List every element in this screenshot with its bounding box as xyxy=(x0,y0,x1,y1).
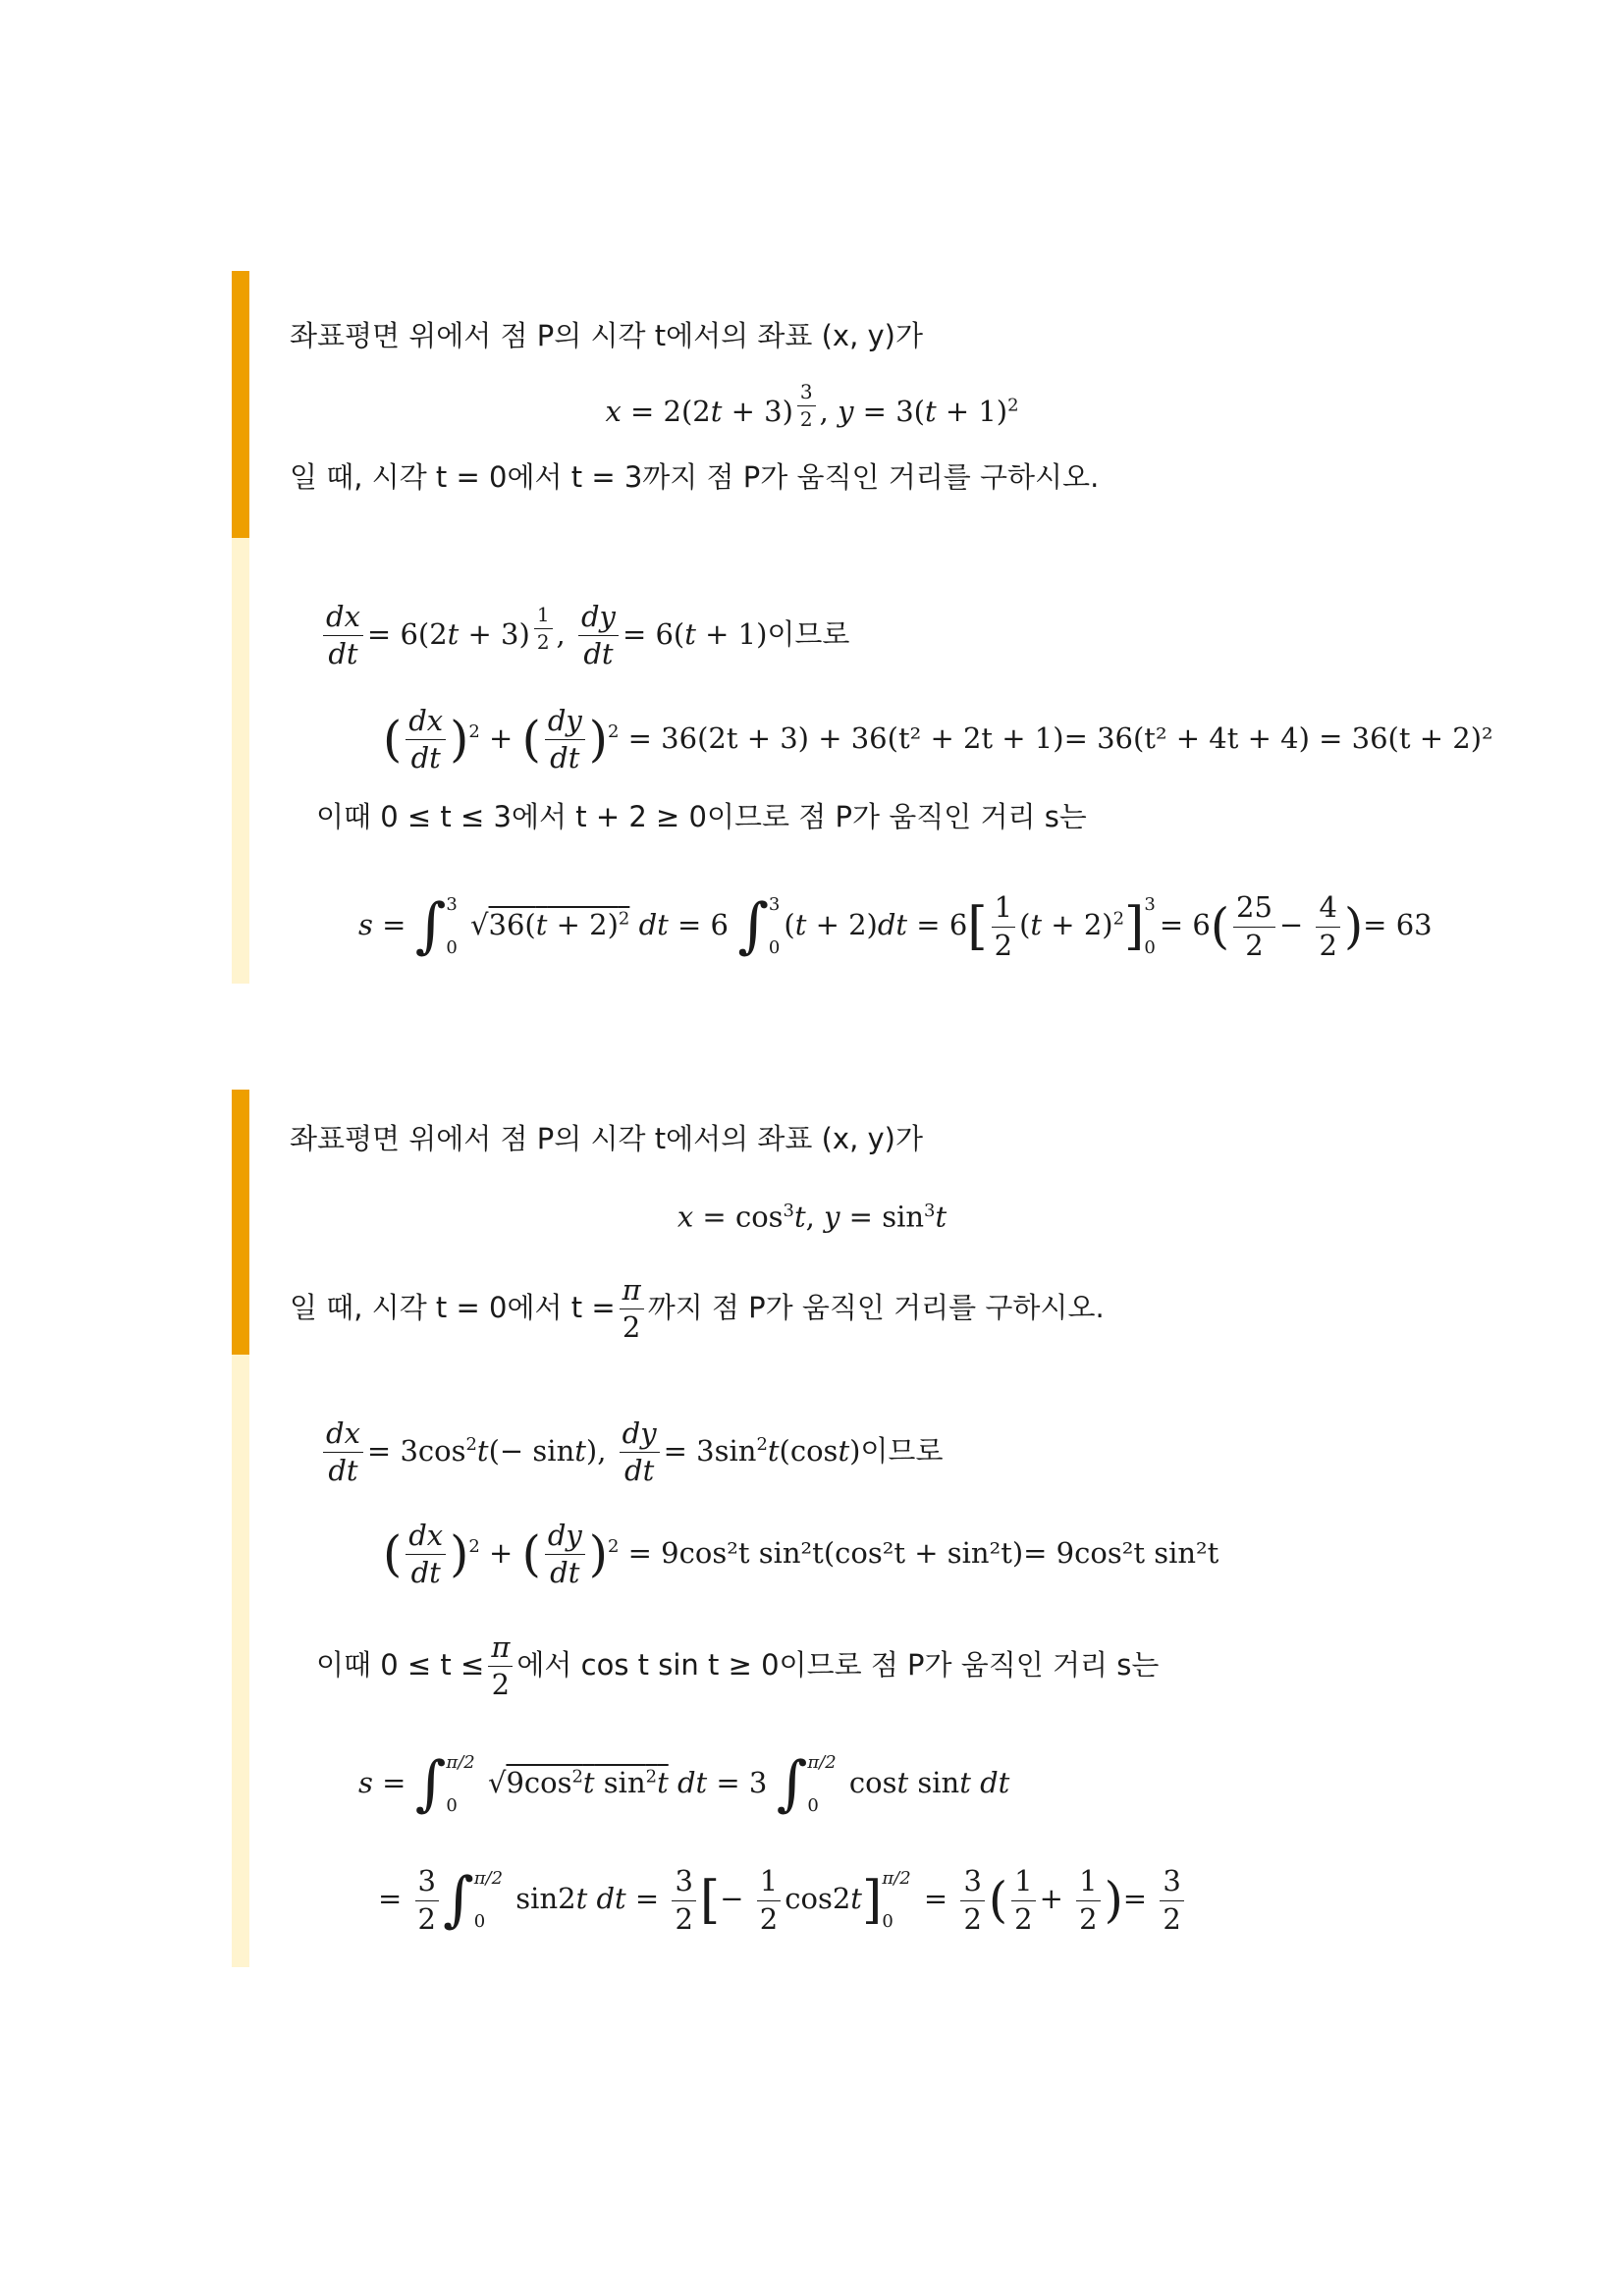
problem2-step3-pre: 이때 0 ≤ t ≤ xyxy=(316,1647,485,1682)
problem2-question-line3: 일 때, 시각 t = 0에서 t = $\frac{\pi}{2}$ 까지 점 P가 움직인 거리를 구하시오. xyxy=(290,1273,1105,1345)
problem1-equation: x = 2(2t + 3) $^{\frac{3}{2}}$ , $y = 3(t + 1)^2$ xyxy=(605,380,1019,431)
problem2-q3-post: 까지 점 P가 움직인 거리를 구하시오. xyxy=(647,1290,1105,1324)
problem2-equation: $x = \cos^3t$, $y = \sin^3t$ xyxy=(677,1200,947,1234)
problem1-question-line1: 좌표평면 위에서 점 P의 시각 t에서의 좌표 (x, y)가 xyxy=(290,319,924,352)
problem2-step1: $\frac{dx}{dt}$ = $3\cos^2t(- \sin t)$, $\frac{dy}{dt}$ = $3\sin^2t(\cos t)$이므로 xyxy=(319,1417,943,1488)
problem1-step2: ( $\frac{dx}{dt}$ )$^2$ + ( $\frac{dy}{dt}$ )$^2$ = 36(2t + 3) + 36(t² + 2t + 1)= 36(t² + 4t + 4) = 36(t + 2)² xyxy=(383,704,1493,775)
problem2-step4: s = ∫ π/2 0 $√9\cos^2t$ $\sin^2t$ dt = 3 ∫ π/2 0 cost sint dt xyxy=(358,1748,1010,1819)
problem2-step2-result: = 9cos²t sin²t(cos²t + sin²t)= 9cos²t sin²t xyxy=(627,1535,1219,1570)
problem2-step3-post: 에서 cos t sin t ≥ 0이므로 점 P가 움직인 거리 s는 xyxy=(516,1647,1160,1682)
step1-suffix-2: 이므로 xyxy=(860,1433,944,1468)
solution-bar-1 xyxy=(232,538,249,984)
problem2-step5: = $\frac{3}{2}$ ∫ π/2 0 sin2t dt = $\frac{3}{2}$ [− $\frac{1}{2}$ cos2t] π/2 0 = $\frac{3}{2}$ ( $\frac{1}{2}$ + $\frac{1}{2}$ )= $\frac{3}{2}$ xyxy=(378,1859,1188,1942)
problem2-q3-pre: 일 때, 시각 t = 0에서 t = xyxy=(290,1290,616,1324)
problem1-step4: s = ∫ 3 0 $√36(t + 2)^2$ dt = 6 ∫ 3 0 (t + 2)dt = 6[ $\frac{1}{2}$ $(t + 2)^2$] 3 0 = 6( $\frac{25}{2}$ − $\frac{4}{2}$ )= 63 xyxy=(358,890,1433,962)
problem2-question-line1: 좌표평면 위에서 점 P의 시각 t에서의 좌표 (x, y)가 xyxy=(290,1122,924,1155)
problem2-step3: 이때 0 ≤ t ≤ $\frac{\pi}{2}$ 에서 cos t sin t ≥ 0이므로 점 P가 움직인 거리 s는 xyxy=(316,1630,1160,1702)
step1-suffix-1: 이므로 xyxy=(767,616,850,651)
problem1-step2-result: = 36(2t + 3) + 36(t² + 2t + 1)= 36(t² + 4t + 4) = 36(t + 2)² xyxy=(627,721,1493,755)
problem1-step3: 이때 0 ≤ t ≤ 3에서 t + 2 ≥ 0이므로 점 P가 움직인 거리 s는 xyxy=(316,800,1087,833)
problem2-step2: ( $\frac{dx}{dt}$ )$^2$ + ( $\frac{dy}{dt}$ )$^2$ = 9cos²t sin²t(cos²t + sin²t)= 9cos²t sin²t xyxy=(383,1519,1219,1590)
solution-bar-2 xyxy=(232,1355,249,1967)
problem1-step1: $\frac{dx}{dt}$ = 6(2t + 3) $^{\frac{1}{2}}$ , $\frac{dy}{dt}$ = 6(t + 1)이므로 xyxy=(319,601,849,671)
problem1-question-line3: 일 때, 시각 t = 0에서 t = 3까지 점 P가 움직인 거리를 구하시오. xyxy=(290,460,1100,494)
